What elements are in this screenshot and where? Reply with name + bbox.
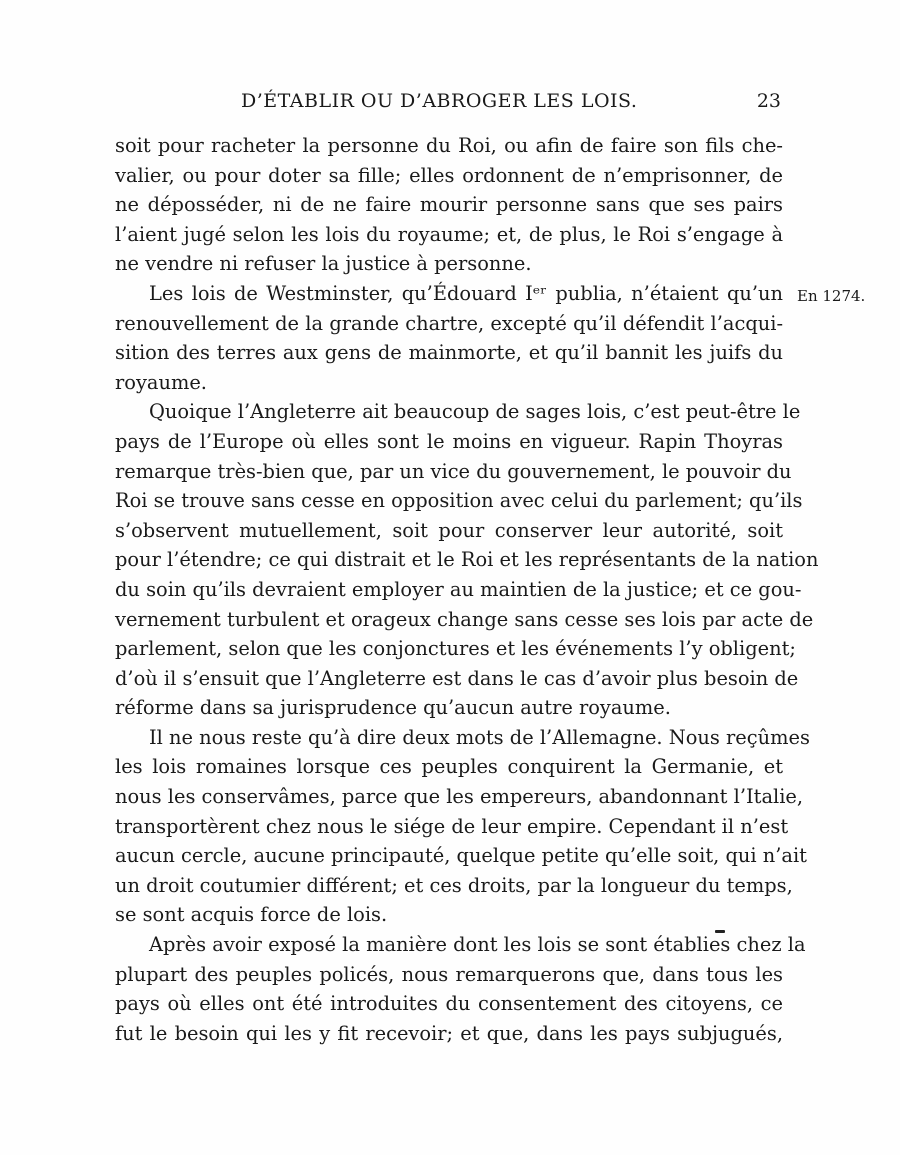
text-line: d’où il s’ensuit que l’Angleterre est dans le cas d’avoir plus besoin de xyxy=(115,666,799,690)
text-line: Après avoir exposé la manière dont les lois se sont établies chez la xyxy=(149,933,806,957)
text-line: réforme dans sa jurisprudence qu’aucun autre royaume. xyxy=(115,696,671,720)
text-line: s’observent mutuellement, soit pour conserver leur autorité, soit xyxy=(115,518,783,542)
text-line: sition des terres aux gens de mainmorte, et qu’il bannit les juifs du xyxy=(115,341,783,365)
text-line: du soin qu’ils devraient employer au maintien de la justice; et ce gou- xyxy=(115,577,802,601)
text-line: Quoique l’Angleterre ait beaucoup de sages lois, c’est peut-être le xyxy=(149,400,801,424)
running-title: D’ÉTABLIR OU D’ABROGER LES LOIS. xyxy=(241,90,638,112)
text-line: soit pour racheter la personne du Roi, ou afin de faire son fils che- xyxy=(115,134,783,157)
text-line: les lois romaines lorsque ces peuples conquirent la Germanie, et xyxy=(115,755,783,779)
body-text xyxy=(115,131,819,1048)
paragraph xyxy=(115,131,783,279)
text-line: se sont acquis force de lois. xyxy=(115,903,388,927)
text-line: parlement, selon que les conjonctures et les événements l’y obligent; xyxy=(115,637,796,661)
ink-smudge xyxy=(715,930,725,933)
text-line: plupart des peuples policés, nous remarquerons que, dans tous les xyxy=(115,962,783,986)
text-line: renouvellement de la grande chartre, excepté qu’il défendit l’acqui- xyxy=(115,311,783,335)
text-line: valier, ou pour doter sa fille; elles ordonnent de n’emprisonner, de xyxy=(115,163,783,187)
text-line: nous les conservâmes, parce que les empereurs, abandonnant l’Italie, xyxy=(115,785,804,809)
text-line: royaume. xyxy=(115,370,207,394)
text-line: remarque très-bien que, par un vice du gouvernement, le pouvoir du xyxy=(115,459,792,483)
text-line: fut le besoin qui les y fit recevoir; et que, dans les pays subjugués, xyxy=(115,1021,783,1045)
paragraph xyxy=(115,397,819,723)
margin-note: En 1274. xyxy=(797,287,866,305)
paragraph xyxy=(115,930,806,1048)
text-line: Les lois de Westminster, qu’Édouard Iᵉʳ publia, n’étaient qu’un xyxy=(149,281,783,305)
text-line: aucun cercle, aucune principauté, quelque petite qu’elle soit, qui n’ait xyxy=(115,844,807,868)
text-line: pays où elles ont été introduites du consentement des citoyens, ce xyxy=(115,992,783,1016)
text-line: pays de l’Europe où elles sont le moins en vigueur. Rapin Thoyras xyxy=(115,429,783,453)
text-line: pour l’étendre; ce qui distrait et le Roi et les représentants de la nation xyxy=(115,548,819,572)
text-line: l’aient jugé selon les lois du royaume; et, de plus, le Roi s’engage à xyxy=(115,222,783,246)
paragraph xyxy=(115,723,810,930)
text-line: ne vendre ni refuser la justice à personne. xyxy=(115,252,532,276)
paragraph xyxy=(115,279,783,397)
text-line: transportèrent chez nous le siége de leur empire. Cependant il n’est xyxy=(115,814,789,838)
text-line: un droit coutumier différent; et ces droits, par la longueur du temps, xyxy=(115,873,793,897)
text-line: Il ne nous reste qu’à dire deux mots de l’Allemagne. Nous reçûmes xyxy=(149,725,810,749)
text-line: vernement turbulent et orageux change sans cesse ses lois par acte de xyxy=(115,607,814,631)
text-line: Roi se trouve sans cesse en opposition avec celui du parlement; qu’ils xyxy=(115,489,803,513)
page-number: 23 xyxy=(756,90,781,112)
page-header xyxy=(115,90,783,122)
text-line: ne déposséder, ni de ne faire mourir personne sans que ses pairs xyxy=(115,193,783,217)
